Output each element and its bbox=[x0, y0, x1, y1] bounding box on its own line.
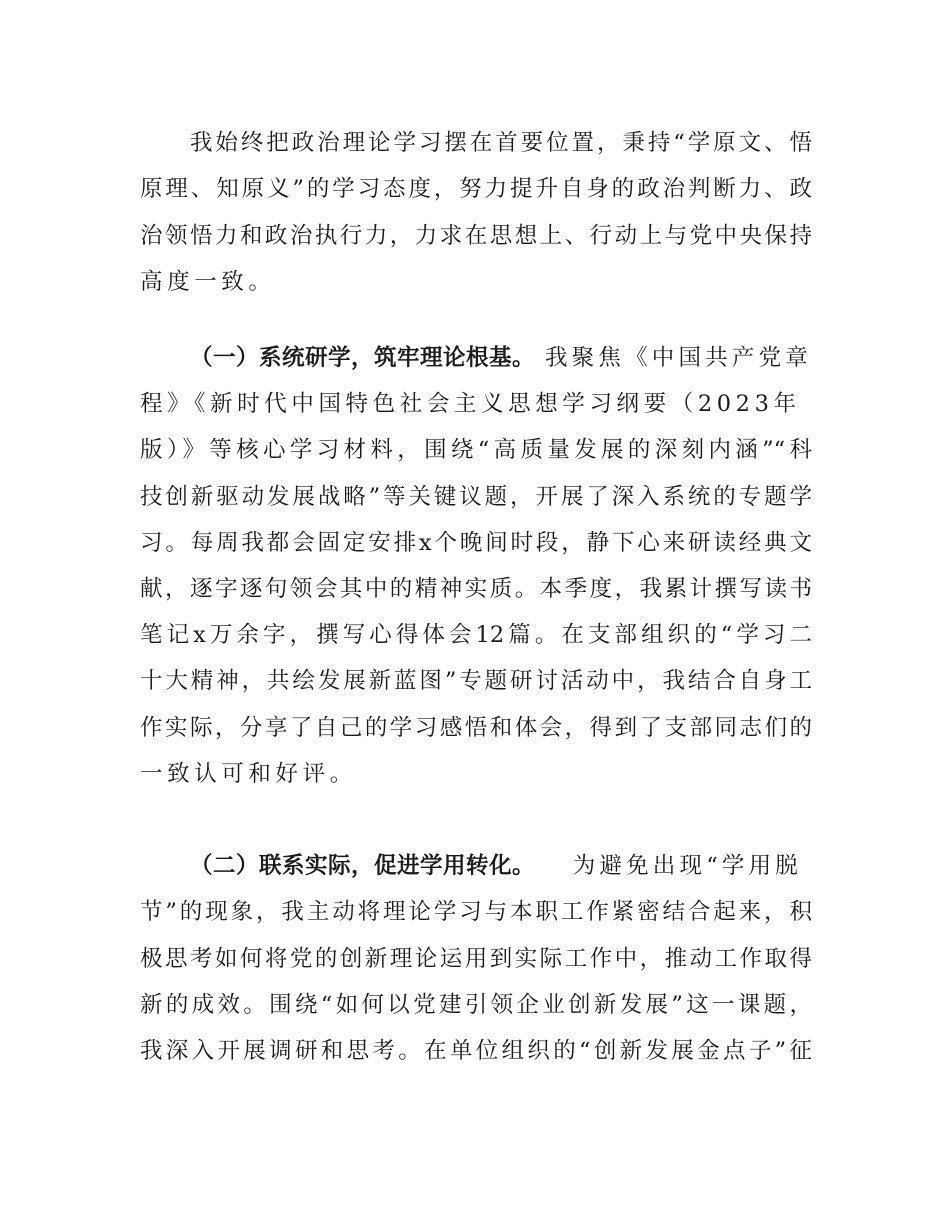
paragraph-2-line-6: 献，逐字逐句领会其中的精神实质。本季度，我累计撰写读书 bbox=[140, 576, 812, 602]
paragraph-3-line-1 bbox=[190, 849, 802, 883]
paragraph-1-line-1: 我始终把政治理论学习摆在首要位置，秉持“学原文、悟 bbox=[190, 130, 812, 156]
paragraph-2-line-10: 一致认可和好评。 bbox=[140, 761, 357, 787]
paragraph-2-line-1 bbox=[190, 341, 812, 375]
paragraph-1-line-3: 治领悟力和政治执行力，力求在思想上、行动上与党中央保持 bbox=[140, 223, 812, 249]
paragraph-2-line-7: 笔记x万余字，撰写心得体会12篇。在支部组织的“学习二 bbox=[140, 622, 812, 648]
paragraph-1-line-2: 原理、知原义”的学习态度，努力提升自身的政治判断力、政 bbox=[140, 176, 812, 202]
paragraph-3-line-5: 我深入开展调研和思考。在单位组织的“创新发展金点子”征 bbox=[140, 1038, 812, 1064]
paragraph-2-line-4: 技创新驱动发展战略”等关键议题，开展了深入系统的专题学 bbox=[140, 484, 812, 510]
section-heading-2: （二）联系实际，促进学用转化。 bbox=[190, 853, 536, 879]
paragraph-2-line-8: 十大精神，共绘发展新蓝图”专题研讨活动中，我结合自身工 bbox=[140, 668, 812, 694]
paragraph-1-line-4: 高度一致。 bbox=[140, 269, 276, 295]
paragraph-2-line-3: 版）》等核心学习材料，围绕“高质量发展的深刻内涵”“科 bbox=[140, 437, 812, 463]
paragraph-2-line-5: 习。每周我都会固定安排x个晚间时段，静下心来研读经典文 bbox=[140, 530, 812, 556]
section-heading-1: （一）系统研学，筑牢理论根基。 bbox=[190, 345, 536, 371]
paragraph-2-line-9: 作实际，分享了自己的学习感悟和体会，得到了支部同志们的 bbox=[140, 715, 812, 741]
paragraph-2-line-2: 程》《新时代中国特色社会主义思想学习纲要（2023年 bbox=[140, 391, 801, 417]
paragraph-3-line-2: 节”的现象，我主动将理论学习与本职工作紧密结合起来，积 bbox=[140, 899, 812, 925]
paragraph-3-line-4: 新的成效。围绕“如何以党建引领企业创新发展”这一课题， bbox=[140, 992, 812, 1018]
paragraph-2-line-1-text: 我聚焦《中国共产党章 bbox=[544, 345, 812, 371]
paragraph-3-line-3: 极思考如何将党的创新理论运用到实际工作中，推动工作取得 bbox=[140, 946, 812, 972]
paragraph-3-line-1-text: 为避免出现“学用脱 bbox=[572, 853, 802, 879]
